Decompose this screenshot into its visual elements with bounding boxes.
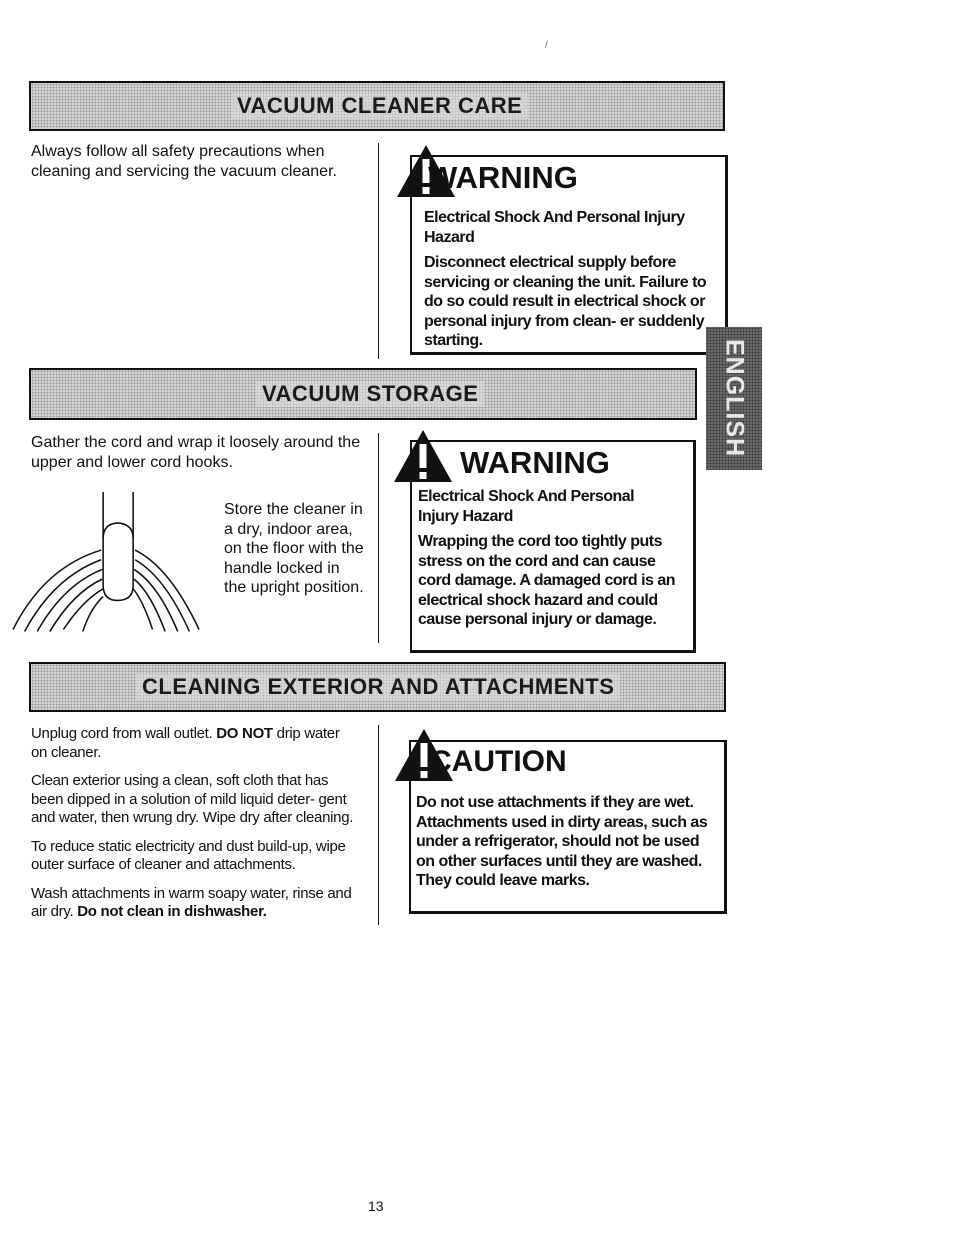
scan-mark: /: [545, 40, 548, 51]
storage-text: Store the cleaner in a dry, indoor area, on the floor with the handle locked in the upright position.: [224, 501, 364, 596]
section-heading-cleaning: [29, 662, 726, 712]
section-heading-storage: [29, 368, 697, 420]
warning-signal-word: WARNING: [460, 445, 610, 480]
warning-text-storage: [418, 487, 686, 630]
cord-wrap-illustration: [2, 490, 212, 645]
storage-intro: Gather the cord and wrap it loosely around the upper and lower cord hooks.: [31, 434, 361, 471]
unplug-paragraph: Unplug cord from wall outlet. DO NOT drip water on cleaner.: [31, 725, 340, 761]
heading-text: VACUUM STORAGE: [256, 381, 484, 407]
column-divider: [378, 725, 379, 925]
warning-signal-word: WARNING: [428, 160, 578, 195]
attachments-paragraph: Wash attachments in warm soapy water, rinse and air dry. Do not clean in dishwasher.: [31, 884, 352, 920]
page-number: 13: [368, 1198, 384, 1214]
hazard-title: Electrical Shock And Personal Injury Hazard: [418, 488, 635, 525]
heading-text: CLEANING EXTERIOR AND ATTACHMENTS: [136, 674, 620, 700]
hazard-message: Wrapping the cord too tightly puts stress on the cord and can cause cord damage. A damaged cord is an electrical shock hazard and could cause personal injury or damage.: [418, 533, 676, 628]
language-tab: [706, 327, 762, 470]
hazard-message: Disconnect electrical supply before servicing or cleaning the unit. Failure to do so could result in electrical shock or personal injury from clean- er suddenly starting.: [424, 254, 707, 349]
care-intro: Always follow all safety precautions when cleaning and servicing the vacuum cleaner.: [31, 143, 337, 180]
warning-text-care: [424, 208, 712, 351]
heading-text: VACUUM CLEANER CARE: [231, 93, 528, 119]
cleaning-instructions: [31, 725, 359, 932]
warning-triangle-icon: [392, 428, 454, 484]
exterior-paragraph: Clean exterior using a clean, soft cloth that has been dipped in a solution of mild liquid deter- gent and water, then wrung dry. Wipe dry after cleaning.: [31, 772, 354, 826]
static-paragraph: To reduce static electricity and dust build-up, wipe outer surface of cleaner and attachments.: [31, 837, 346, 873]
section-heading-care: [29, 81, 725, 131]
column-divider: [378, 433, 379, 643]
language-tab-label: ENGLISH: [720, 339, 749, 458]
caution-text: Do not use attachments if they are wet. Attachments used in dirty areas, such as under a refrigerator, should not be used on other surfaces until they are washed. They could leave marks.: [416, 794, 708, 889]
column-divider: [378, 143, 379, 359]
caution-signal-word: CAUTION: [430, 745, 567, 778]
hazard-title: Electrical Shock And Personal Injury Hazard: [424, 209, 685, 246]
